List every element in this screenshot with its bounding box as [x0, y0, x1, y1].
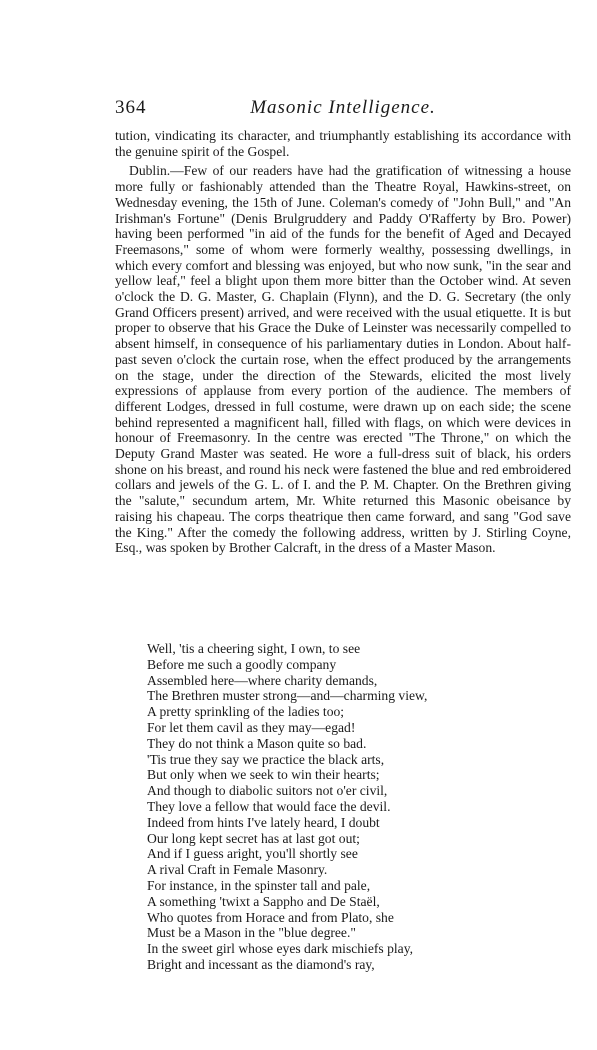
- paragraph-dublin: Dublin.—Few of our readers have had the gratification of witnessing a house more fully or fashionably attended than the Theatre Royal, Hawkins-street, on Wednesday evening, the 15th of June. Coleman's comedy of "John Bull," and "An Irishman's Fortune" (Denis Brulgruddery and Paddy O'Rafferty by Bro. Power) having been performed "in aid of the funds for the benefit of Aged and Decayed Freemasons," some of whom were formerly wealthy, possessing dwellings, in which every comfort and blessing was enjoyed, but who now sunk, "in the sear and yellow leaf," feel a blight upon them more bitter than the October wind. At seven o'clock the D. G. Master, G. Chaplain (Flynn), and the D. G. Secretary (the only Grand Officers present) arrived, and were received with the usual etiquette. It is but proper to observe that his Grace the Duke of Leinster was necessarily compelled to absent himself, in consequence of his parliamentary duties in London. About half-past seven o'clock the curtain rose, when the effect produced by the arrangements on the stage, under the direction of the Stewards, elicited the most lively expressions of applause from every portion of the audience. The members of different Lodges, dressed in full costume, were drawn up on each side; the scene behind represented a magnificent hall, filled with flags, on which were devices in honour of Freemasonry. In the centre was erected "The Throne," on which the Deputy Grand Master was seated. He wore a full-dress suit of black, his orders shone on his breast, and round his neck were fastened the blue and red embroidered collars and jewels of the G. L. of I. and the P. M. Chapter. On the Brethren giving the "salute," secundum artem, Mr. White returned this Masonic obeisance by raising his chapeau. The corps theatrique then came forward, and sang "God save the King." After the comedy the following address, written by J. Stirling Coyne, Esq., was spoken by Brother Calcraft, in the dress of a Master Mason.: [115, 163, 571, 556]
- poem-line: A pretty sprinkling of the ladies too;: [147, 704, 345, 720]
- running-head: Masonic Intelligence.: [250, 97, 436, 118]
- paragraph-continuation: tution, vindicating its character, and triumphantly establishing its accordance with the genuine spirit of the Gospel.: [115, 128, 571, 159]
- page-number: 364: [115, 97, 147, 118]
- poem-line: And if I guess aright, you'll shortly see: [147, 846, 358, 862]
- poem-line: Well, 'tis a cheering sight, I own, to see: [147, 641, 361, 656]
- poem-line: And though to diabolic suitors not o'er civil,: [147, 783, 388, 799]
- poem-line: Bright and incessant as the diamond's ray,: [147, 956, 375, 972]
- poem-line: For let them cavil as they may—egad!: [147, 719, 356, 735]
- poem-line: The Brethren muster strong—and—charming view,: [147, 688, 428, 704]
- body-text: [115, 128, 571, 556]
- poem-line: Who quotes from Horace and from Plato, she: [147, 909, 394, 925]
- poem-line: Assembled here—where charity demands,: [147, 672, 378, 688]
- poem-line: 'Tis true they say we practice the black arts,: [147, 751, 385, 767]
- poem-line: Indeed from hints I've lately heard, I doubt: [147, 814, 380, 830]
- poem-line: But only when we seek to win their hearts;: [147, 767, 380, 783]
- poem-line: Before me such a goodly company: [147, 656, 337, 672]
- poem-line: In the sweet girl whose eyes dark mischiefs play,: [147, 941, 414, 957]
- poem-line: Must be a Mason in the "blue degree.": [147, 925, 356, 941]
- poem-line: Our long kept secret has at last got out;: [147, 830, 360, 846]
- poem-line: They love a fellow that would face the devil.: [147, 798, 391, 814]
- poem-line: For instance, in the spinster tall and pale,: [147, 877, 371, 893]
- poem-address: [147, 641, 557, 973]
- poem-line: A rival Craft in Female Masonry.: [147, 862, 328, 878]
- poem-line: They do not think a Mason quite so bad.: [147, 735, 367, 751]
- poem-line: A something 'twixt a Sappho and De Staël,: [147, 893, 380, 909]
- page-header: [115, 97, 571, 119]
